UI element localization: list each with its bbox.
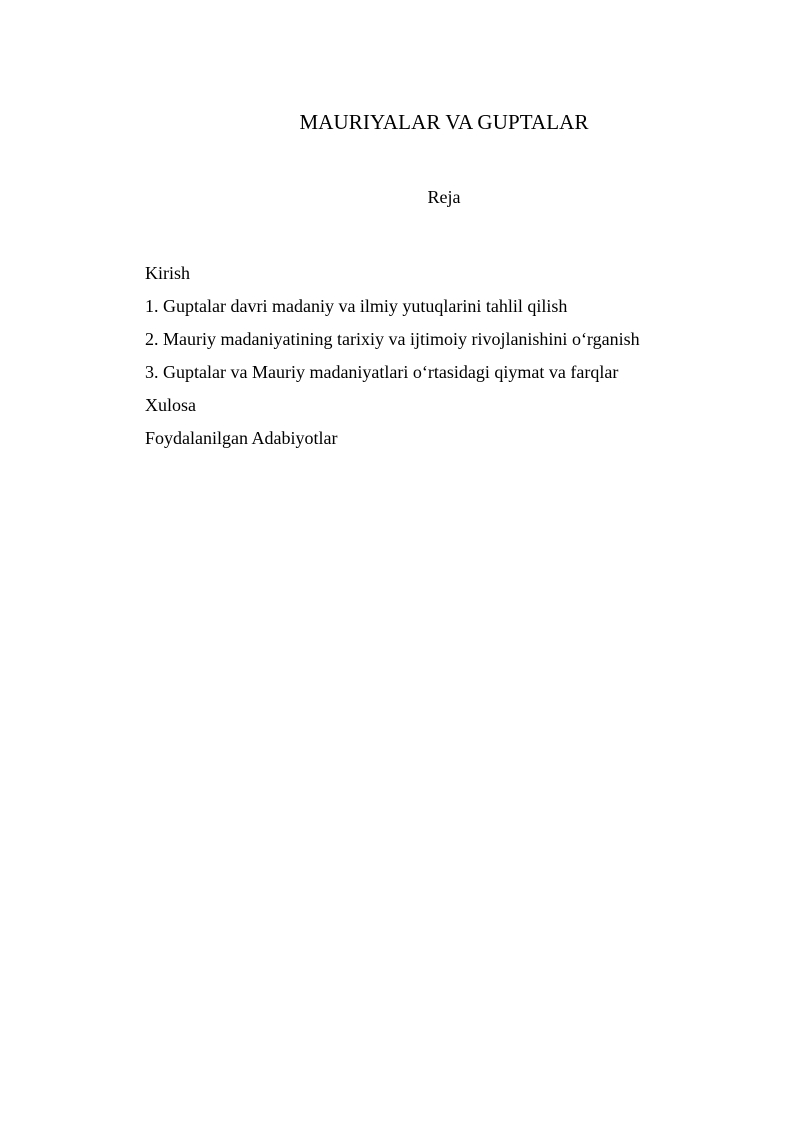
toc-item-1: 1. Guptalar davri madaniy va ilmiy yutuqlarini tahlil qilish bbox=[145, 296, 568, 316]
document-title: MAURIYALAR VA GUPTALAR bbox=[299, 110, 589, 134]
toc-item-2: 2. Mauriy madaniyatining tarixiy va ijtimoiy rivojlanishini o‘rganish bbox=[145, 329, 640, 349]
table-of-contents bbox=[145, 257, 765, 455]
plan-heading: Reja bbox=[427, 187, 461, 207]
toc-item-introduction: Kirish bbox=[145, 263, 190, 283]
toc-item-conclusion: Xulosa bbox=[145, 395, 196, 415]
toc-item-3: 3. Guptalar va Mauriy madaniyatlari o‘rtasidagi qiymat va farqlar bbox=[145, 362, 619, 382]
toc-item-references: Foydalanilgan Adabiyotlar bbox=[145, 428, 338, 448]
